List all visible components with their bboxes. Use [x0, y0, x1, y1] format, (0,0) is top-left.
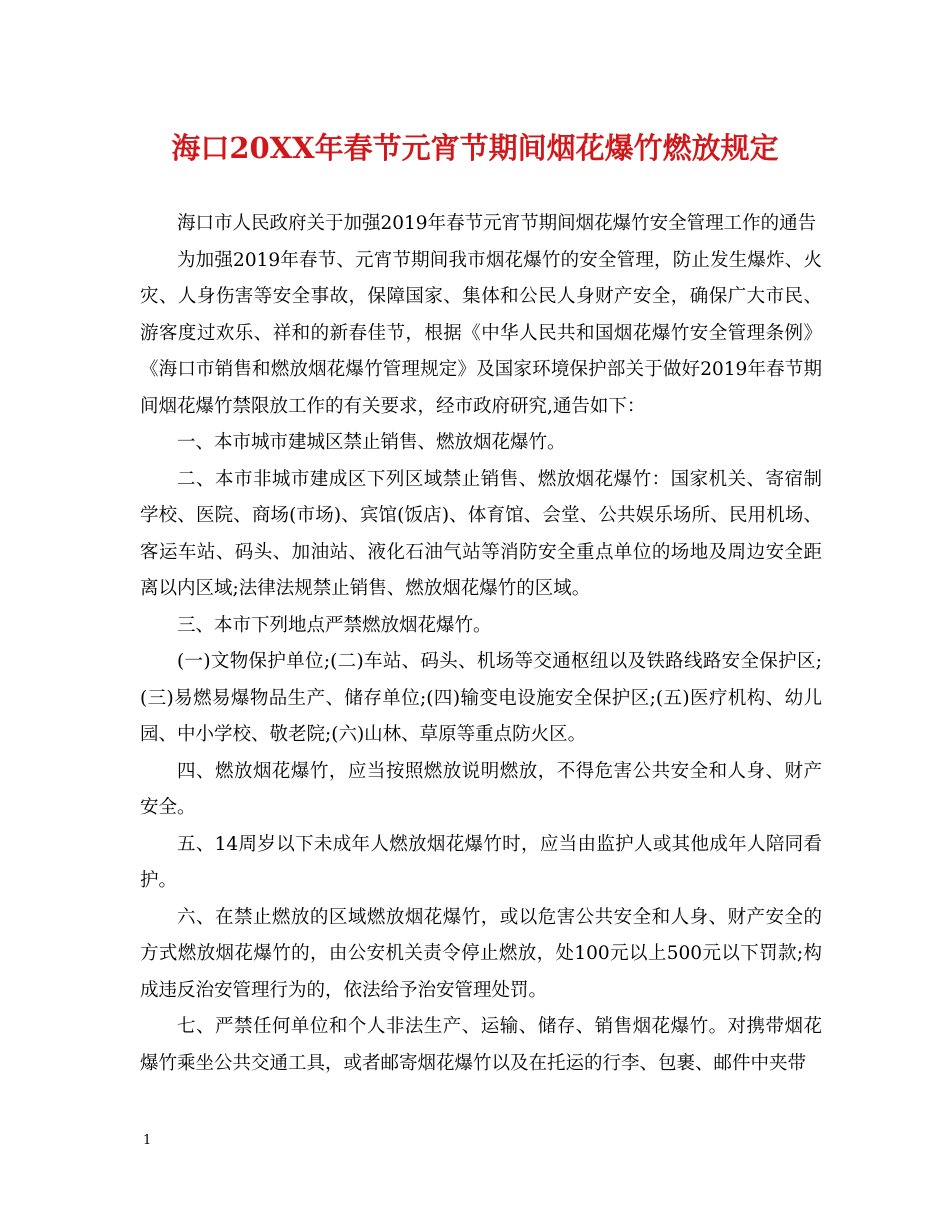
paragraph-item-2: 二、本市非城市建成区下列区域禁止销售、燃放烟花爆竹：国家机关、寄宿制学校、医院、商场(市场)、宾馆(饭店)、体育馆、会堂、公共娱乐场所、民用机场、客运车站、码头、加油站、液化石油气站等消防安全重点单位的场地及周边安全距离以内区域;法律法规禁止销售、燃放烟花爆竹的区域。: [140, 468, 822, 599]
paragraph-item-3: 三、本市下列地点严禁燃放烟花爆竹。: [177, 614, 492, 636]
paragraph-item-4: 四、燃放烟花爆竹，应当按照燃放说明燃放，不得危害公共安全和人身、财产安全。: [140, 760, 822, 818]
page-number: 1: [143, 1133, 152, 1148]
document-title: 海口20XX年春节元宵节期间烟花爆竹燃放规定: [171, 131, 779, 165]
paragraph-notice-heading: 海口市人民政府关于加强2019年春节元宵节期间烟花爆竹安全管理工作的通告: [177, 213, 817, 234]
document-body: [140, 206, 822, 1082]
paragraph-item-1: 一、本市城市建城区禁止销售、燃放烟花爆竹。: [177, 432, 566, 453]
paragraph-item-7: 七、严禁任何单位和个人非法生产、运输、储存、销售烟花爆竹。对携带烟花爆竹乘坐公共交通工具，或者邮寄烟花爆竹以及在托运的行李、包裹、邮件中夹带: [140, 1016, 822, 1074]
paragraph-intro: 为加强2019年春节、元宵节期间我市烟花爆竹的安全管理，防止发生爆炸、火灾、人身伤害等安全事故，保障国家、集体和公民人身财产安全，确保广大市民、游客度过欢乐、祥和的新春佳节，根据《中华人民共和国烟花爆竹安全管理条例》《海口市销售和燃放烟花爆竹管理规定》及国家环境保护部关于做好2019年春节期间烟花爆竹禁限放工作的有关要求，经市政府研究,通告如下：: [140, 249, 822, 417]
paragraph-item-6: 六、在禁止燃放的区域燃放烟花爆竹，或以危害公共安全和人身、财产安全的方式燃放烟花爆竹的，由公安机关责令停止燃放，处100元以上500元以下罚款;构成违反治安管理行为的，依法给予治安管理处罚。: [140, 906, 822, 1001]
paragraph-item-3-list: (一)文物保护单位;(二)车站、码头、机场等交通枢纽以及铁路线路安全保护区;(三)易燃易爆物品生产、储存单位;(四)输变电设施安全保护区;(五)医疗机构、幼儿园、中小学校、敬老院;(六)山林、草原等重点防火区。: [140, 651, 822, 745]
paragraph-item-5: 五、14周岁以下未成年人燃放烟花爆竹时，应当由监护人或其他成年人陪同看护。: [140, 833, 822, 891]
